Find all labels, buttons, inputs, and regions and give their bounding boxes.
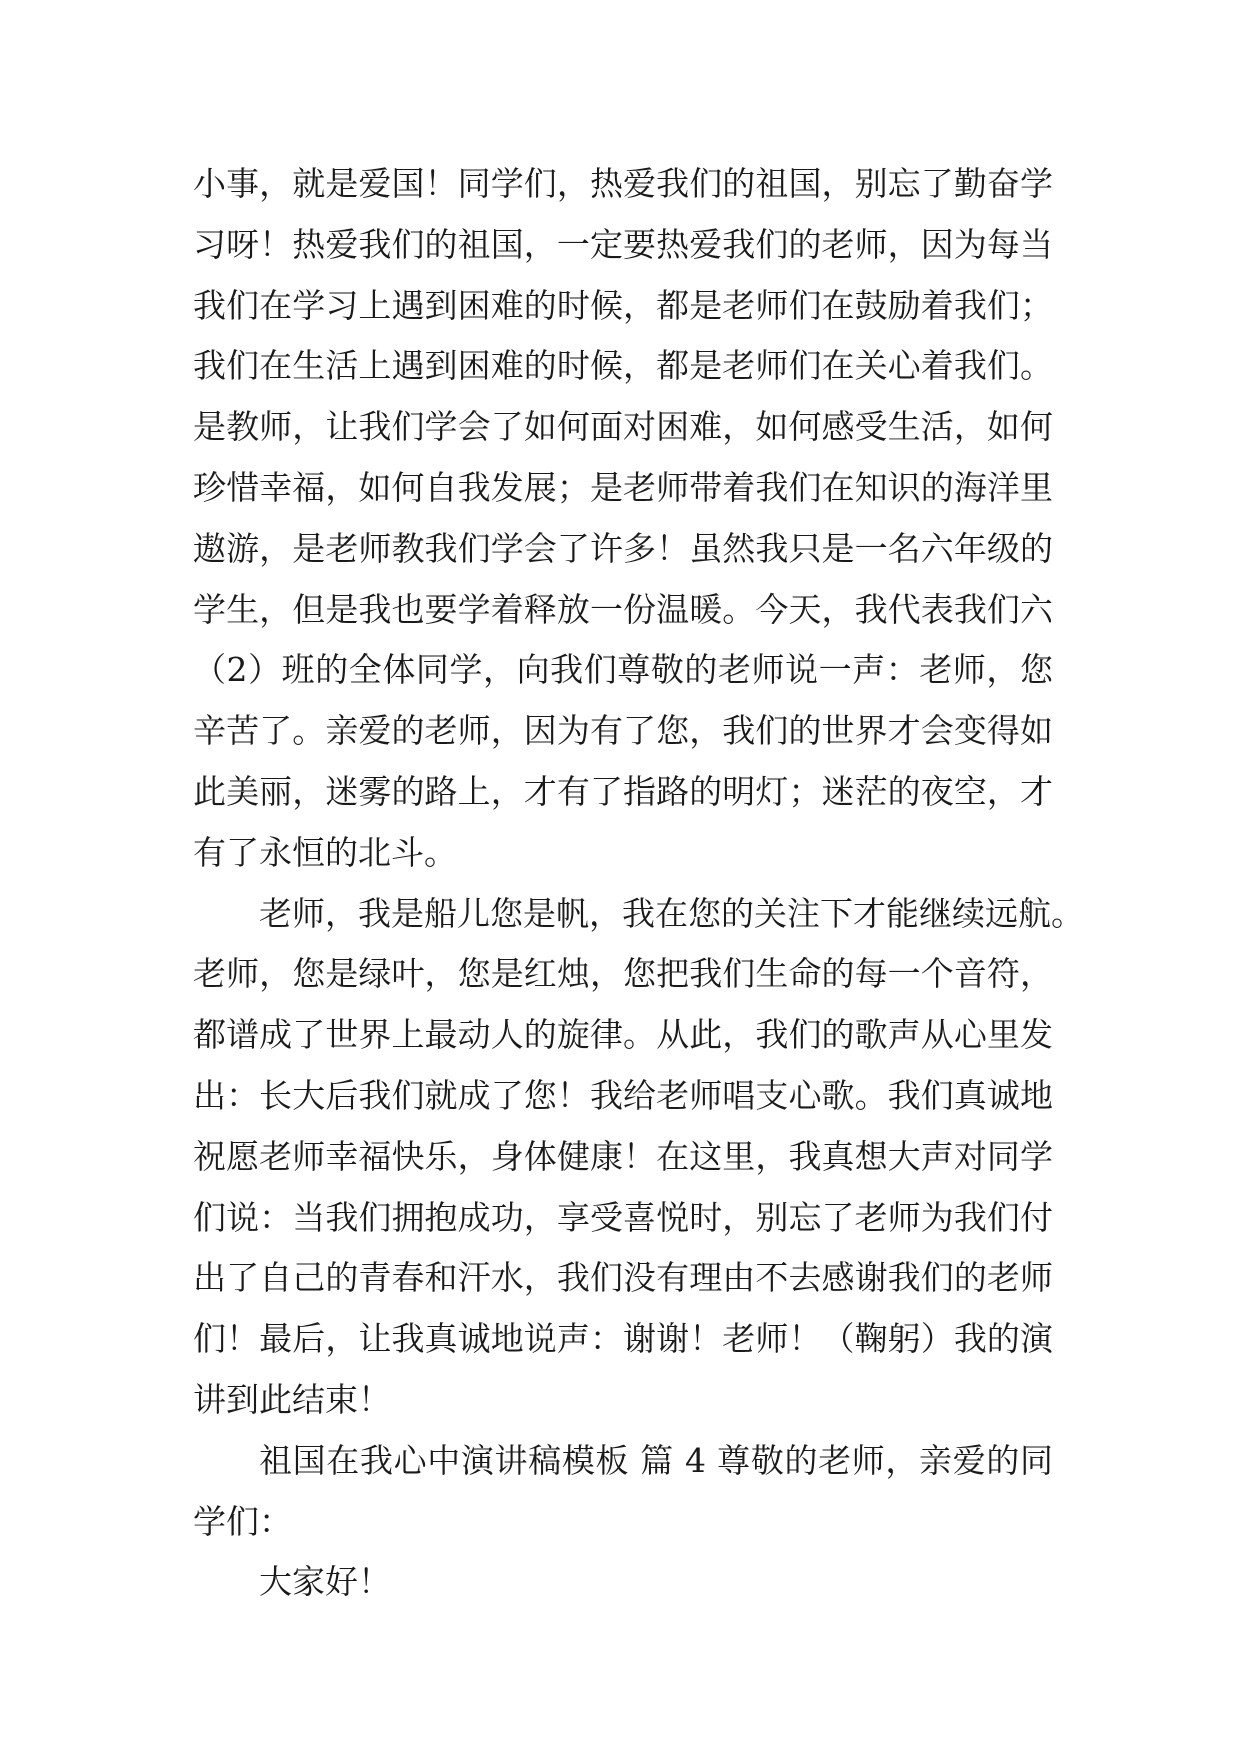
paragraph-start-line: 老师，我是船儿您是帆，我在您的关注下才能继续远航。 xyxy=(259,893,1084,933)
section-heading-line: 祖国在我心中演讲稿模板 篇 4 尊敬的老师，亲爱的同 xyxy=(259,1440,1053,1480)
text-line: 辛苦了。亲爱的老师，因为有了您，我们的世界才会变得如 xyxy=(193,711,1053,751)
paragraph-end-line: 讲到此结束！ xyxy=(193,1379,391,1419)
text-line: （2）班的全体同学，向我们尊敬的老师说一声：老师，您 xyxy=(193,650,1053,690)
text-line: 祝愿老师幸福快乐，身体健康！在这里，我真想大声对同学 xyxy=(193,1136,1053,1176)
text-line: 出了自己的青春和汗水，我们没有理由不去感谢我们的老师 xyxy=(193,1258,1053,1298)
text-line: 都谱成了世界上最动人的旋律。从此，我们的歌声从心里发 xyxy=(193,1015,1053,1055)
text-line: 遨游，是老师教我们学会了许多！虽然我只是一名六年级的 xyxy=(193,528,1053,568)
text-line: 此美丽，迷雾的路上，才有了指路的明灯；迷茫的夜空，才 xyxy=(193,771,1053,811)
text-line: 出：长大后我们就成了您！我给老师唱支心歌。我们真诚地 xyxy=(193,1075,1053,1115)
text-line: 是教师，让我们学会了如何面对困难，如何感受生活，如何 xyxy=(193,407,1053,447)
paragraph-end-line: 有了永恒的北斗。 xyxy=(193,832,457,872)
text-line: 习呀！热爱我们的祖国，一定要热爱我们的老师，因为每当 xyxy=(193,224,1053,264)
text-line: 珍惜幸福，如何自我发展；是老师带着我们在知识的海洋里 xyxy=(193,467,1053,507)
text-line: 老师，您是绿叶，您是红烛，您把我们生命的每一个音符， xyxy=(193,954,1053,994)
text-line: 我们在学习上遇到困难的时候，都是老师们在鼓励着我们； xyxy=(193,285,1053,325)
text-line: 学生，但是我也要学着释放一份温暖。今天，我代表我们六 xyxy=(193,589,1053,629)
greeting-line: 大家好！ xyxy=(259,1562,391,1602)
text-line: 我们在生活上遇到困难的时候，都是老师们在关心着我们。 xyxy=(193,346,1053,386)
text-line: 们说：当我们拥抱成功，享受喜悦时，别忘了老师为我们付 xyxy=(193,1197,1053,1237)
text-line: 小事，就是爱国！同学们，热爱我们的祖国，别忘了勤奋学 xyxy=(193,164,1053,203)
text-line: 们！最后，让我真诚地说声：谢谢！老师！（鞠躬）我的演 xyxy=(193,1319,1053,1359)
speech-body-text xyxy=(193,154,1084,1613)
salutation-line: 学们： xyxy=(193,1501,292,1541)
